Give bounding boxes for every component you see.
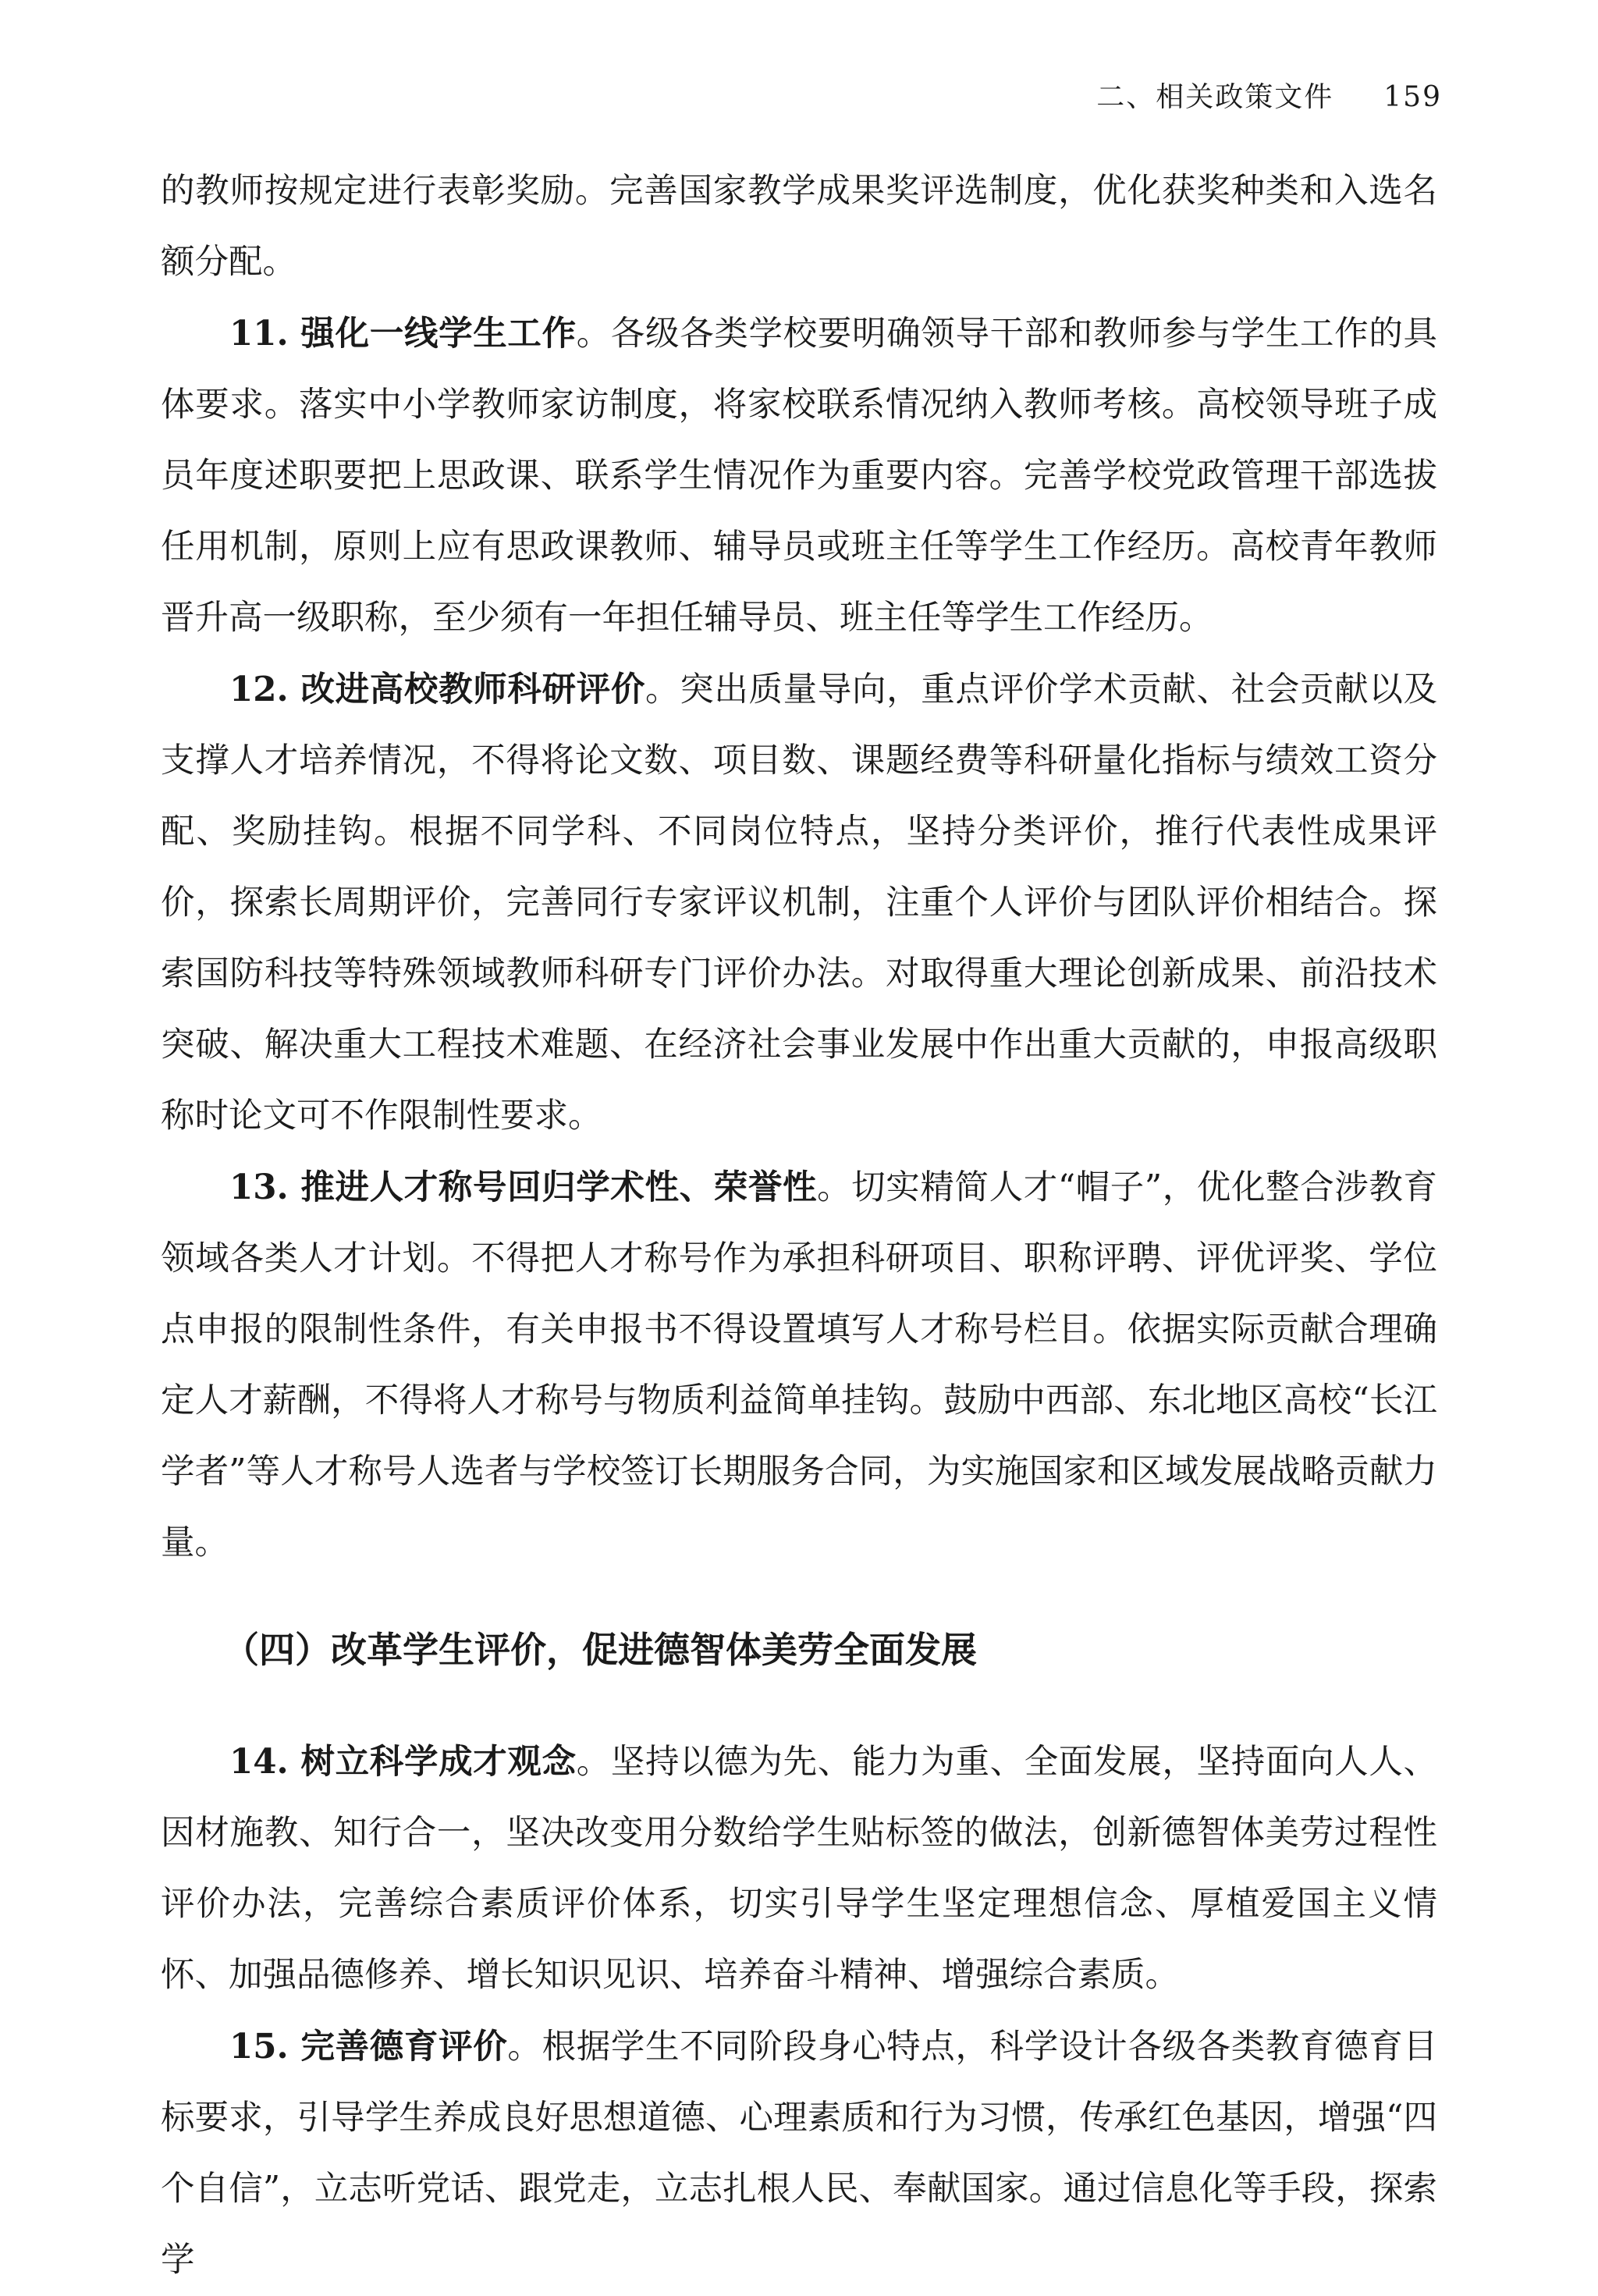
paragraph-12-body: 。突出质量导向，重点评价学术贡献、社会贡献以及支撑人才培养情况，不得将论文数、项目数、课题经费等科研量化指标与绩效工资分配、奖励挂钩。根据不同学科、不同岗位特点，坚持分类评价，推行代表性成果评价，探索长周期评价，完善同行专家评议机制，注重个人评价与团队评价相结合。探索国防科技等特殊领域教师科研专门评价办法。对取得重大理论创新成果、前沿技术突破、解决重大工程技术难题、在经济社会事业发展中作出重大贡献的，申报高级职称时论文可不作限制性要求。 — [161, 670, 1437, 1136]
paragraph-14-title: 14. 树立科学成才观念 — [229, 1742, 577, 1782]
paragraph-13 — [161, 1152, 1437, 1579]
paragraph-15 — [161, 2011, 1437, 2296]
body-text — [161, 156, 1437, 2296]
paragraph-11 — [161, 298, 1437, 654]
paragraph-15-title: 15. 完善德育评价 — [229, 2027, 508, 2067]
paragraph-14 — [161, 1726, 1437, 2011]
paragraph-15-body: 。根据学生不同阶段身心特点，科学设计各级各类教育德育目标要求，引导学生养成良好思想道德、心理素质和行为习惯，传承红色基因，增强“四个自信”，立志听党话、跟党走，立志扎根人民、奉献国家。通过信息化等手段，探索学 — [161, 2028, 1437, 2280]
running-header — [1096, 75, 1442, 115]
paragraph-12-title: 12. 改进高校教师科研评价 — [229, 670, 646, 709]
paragraph-continued: 的教师按规定进行表彰奖励。完善国家教学成果奖评选制度，优化获奖种类和入选名额分配。 — [161, 172, 1437, 282]
section-heading: （四）改革学生评价，促进德智体美劳全面发展 — [223, 1629, 977, 1671]
paragraph-11-body: 。各级各类学校要明确领导干部和教师参与学生工作的具体要求。落实中小学教师家访制度，将家校联系情况纳入教师考核。高校领导班子成员年度述职要把上思政课、联系学生情况作为重要内容。完善学校党政管理干部选拔任用机制，原则上应有思政课教师、辅导员或班主任等学生工作经历。高校青年教师晋升高一级职称，至少须有一年担任辅导员、班主任等学生工作经历。 — [161, 315, 1437, 638]
paragraph-11-title: 11. 强化一线学生工作 — [229, 314, 577, 354]
paragraph-13-title: 13. 推进人才称号回归学术性、荣誉性 — [229, 1168, 818, 1207]
paragraph-13-body: 。切实精简人才“帽子”，优化整合涉教育领域各类人才计划。不得把人才称号作为承担科研项目、职称评聘、评优评奖、学位点申报的限制性条件，有关申报书不得设置填写人才称号栏目。依据实际贡献合理确定人才薪酬，不得将人才称号与物质利益简单挂钩。鼓励中西部、东北地区高校“长江学者”等人才称号人选者与学校签订长期服务合同，为实施国家和区域发展战略贡献力量。 — [161, 1168, 1437, 1562]
paragraph-14-body: 。坚持以德为先、能力为重、全面发展，坚持面向人人、因材施教、知行合一，坚决改变用分数给学生贴标签的做法，创新德智体美劳过程性评价办法，完善综合素质评价体系，切实引导学生坚定理想信念、厚植爱国主义情怀、加强品德修养、增长知识见识、培养奋斗精神、增强综合素质。 — [161, 1743, 1437, 1995]
page-number: 159 — [1383, 81, 1442, 113]
paragraph-12 — [161, 654, 1437, 1152]
chapter-title: 二、相关政策文件 — [1096, 81, 1334, 113]
